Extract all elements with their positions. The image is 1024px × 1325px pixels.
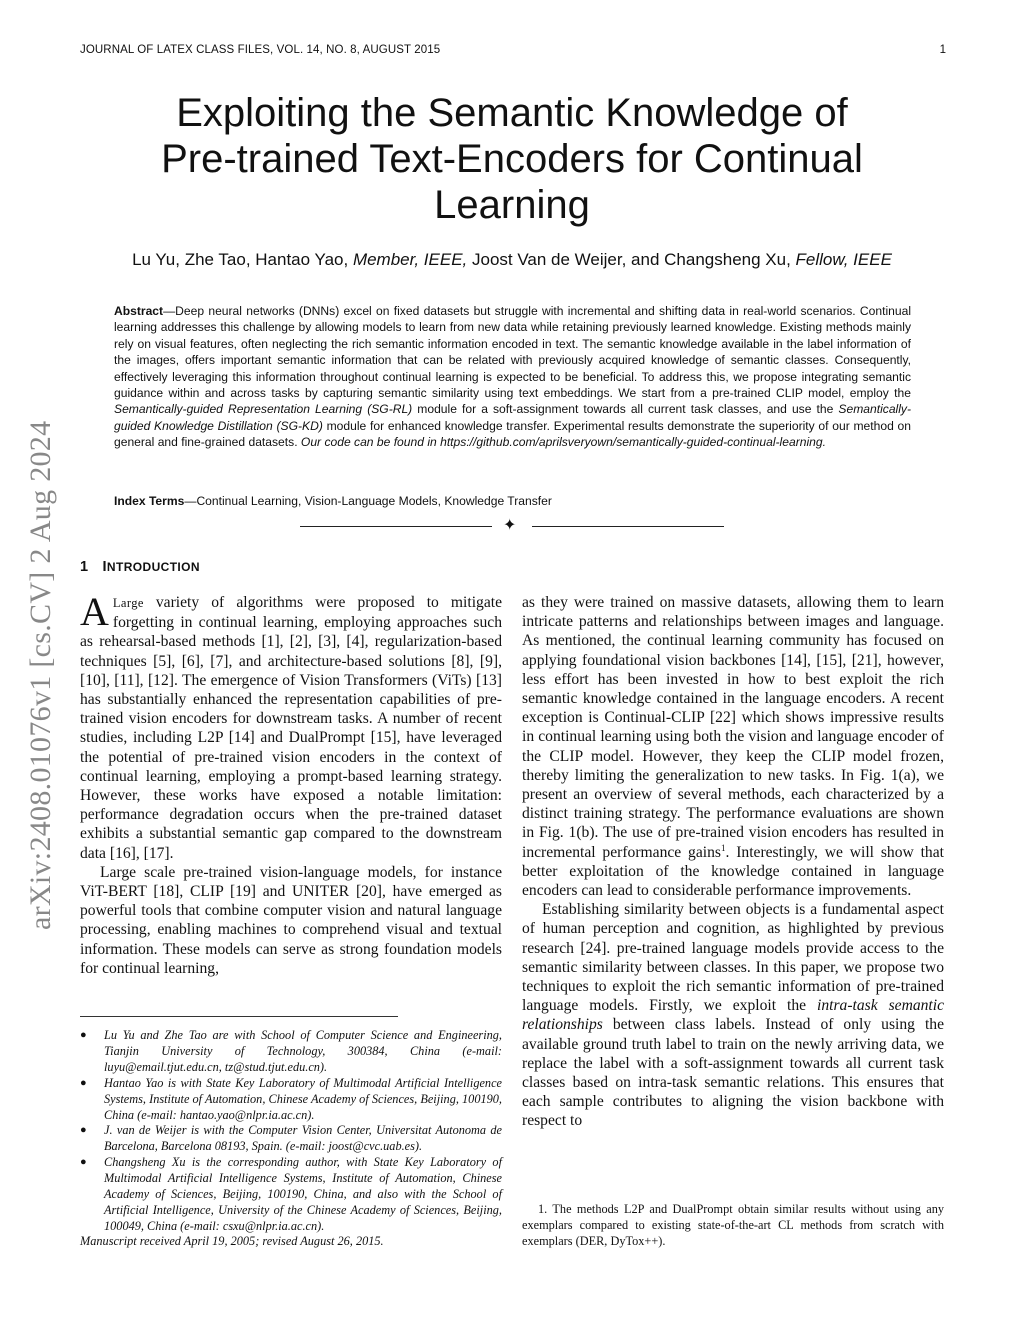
code-link[interactable]: Our code can be found in https://github.com/aprilsveryown/semantically-guided-continual-learning. <box>300 435 826 450</box>
manuscript-note: Manuscript received April 19, 2005; revised August 26, 2015. <box>80 1234 384 1248</box>
abstract-emphasis: Semantically-guided Representation Learning (SG-RL) <box>114 402 413 417</box>
paragraph-text: variety of algorithms were proposed to mitigate forgetting in continual learning, employing approaches such as rehearsal-based methods [1], [2], [3], [4], regularization-based techniques [5], [6], [7], and architecture-based solutions [8], [9], [10], [11], [12]. The emergence of Vision Transformers (ViTs) [13] has substantially enhanced the representation capabilities of pre-trained vision encoders for downstream tasks. A number of recent studies, including L2P [14] and DualPrompt [15], have leveraged the potential of pre-trained vision encoders in the context of continual learning, employing a prompt-based learning strategy. However, these works have exposed a notable limitation: performance degradation occurs when the pre-trained dataset exhibits a substantial semantic gap compared to the downstream data [16], [17]. <box>80 594 502 862</box>
bullet-icon: ● <box>80 1029 87 1041</box>
abstract-text: module for a soft-assignment towards all current task classes, and use the <box>412 402 839 417</box>
separator-line <box>300 526 492 527</box>
footnote-text: The methods L2P and DualPrompt obtain similar results without using any exemplars compared to existing state-of-the-art CL methods from scratch with exemplars (DER, DyTox++). <box>522 1202 944 1248</box>
footnote <box>522 1202 944 1250</box>
affiliation-item <box>80 1028 502 1076</box>
diamond-ornament-icon: ✦ <box>503 517 517 534</box>
section-number: 1 <box>80 559 89 575</box>
paragraph <box>522 900 944 1130</box>
footnote-number: 1. <box>538 1202 548 1216</box>
title-line: Learning <box>434 183 590 227</box>
title-line: Pre-trained Text-Encoders for Continual <box>161 137 863 181</box>
footnote-marker[interactable]: 1 <box>720 842 726 853</box>
index-terms <box>114 494 911 508</box>
left-column <box>80 589 502 978</box>
right-column <box>522 593 944 1131</box>
paragraph <box>80 589 502 863</box>
affiliation-text: Changsheng Xu is the corresponding author, with State Key Laboratory of Multimodal Artificial Intelligence Systems, Institute of Automation, Chinese Academy of Sciences, Beijing, 100190, China, and also with the School of Artificial Intelligence, University of the Chinese Academy of Sciences, Beijing, 100049, China (e-mail: csxu@nlpr.ia.ac.cn). <box>104 1155 502 1233</box>
section-heading <box>80 559 200 575</box>
bullet-icon: ● <box>80 1124 87 1137</box>
paragraph-text: Establishing similarity between objects is a fundamental aspect of human perception and cognition, as highlighted by previous research [24]. pre-trained language models provide access to the semantic similarity between classes. In this paper, we propose two techniques to exploit the rich semantic information of pre-trained language models. Firstly, we exploit the <box>522 901 944 1015</box>
section-separator <box>300 517 724 534</box>
author-list <box>0 250 1024 270</box>
author-role: Member, IEEE, <box>352 250 468 269</box>
abstract <box>114 303 911 451</box>
authors-part: Lu Yu, Zhe Tao, Hantao Yao, <box>132 250 353 269</box>
affiliation-item <box>80 1123 502 1155</box>
running-head: JOURNAL OF LATEX CLASS FILES, VOL. 14, NO. 8, AUGUST 2015 <box>80 44 441 56</box>
affiliation-text: Lu Yu and Zhe Tao are with School of Computer Science and Engineering, Tianjin University of Technology, 300384, China (e-mail: luyu@email.tjut.edu.cn, tz@stud.tjut.edu.cn). <box>104 1028 502 1074</box>
footnote-rule <box>80 1016 398 1017</box>
abstract-label: Abstract <box>114 304 164 318</box>
affiliations <box>80 1028 502 1235</box>
abstract-text: —Deep neural networks (DNNs) excel on fixed datasets but struggle with incremental and shifting data in real-world scenarios. Continual learning addresses this challenge by allowing models to learn from new data while retaining previously learned knowledge. Existing methods mainly rely on visual features, often neglecting the rich semantic information encoded in text. The semantic knowledge available in the label information of the images, offers important semantic information that can be related with previously acquired knowledge of semantic classes. Consequently, effectively leveraging this information throughout continual learning is expected to be beneficial. To address this, we propose integrating semantic guidance within and across tasks by capturing semantic similarity using text embeddings. We start from a pre-trained CLIP model, employ the <box>114 304 911 401</box>
paper-title <box>0 90 1024 228</box>
drop-cap: A <box>80 589 109 634</box>
index-terms-text: —Continual Learning, Vision-Language Models, Knowledge Transfer <box>184 494 552 508</box>
arxiv-stamp: arXiv:2408.01076v1 [cs.CV] 2 Aug 2024 <box>24 420 57 930</box>
paragraph: Large scale pre-trained vision-language models, for instance ViT-BERT [18], CLIP [19] and UNITER [20], have emerged as powerful tools that combine computer vision and natural language processing, enabling machines to comprehend visual and textual information. These models can serve as strong foundation models for continual learning, <box>80 863 502 977</box>
paragraph <box>522 593 944 900</box>
paragraph-text: . Interestingly, we will show that better exploitation of the knowledge contained in language encoders can lead to considerable performance improvements. <box>522 843 944 900</box>
separator-line <box>532 526 724 527</box>
affiliation-text: Hantao Yao is with State Key Laboratory of Multimodal Artificial Intelligence Systems, Institute of Automation, Chinese Academy of Sciences, Beijing, 100190, China (e-mail: hantao.yao@nlpr.ia.ac.cn). <box>104 1075 502 1122</box>
page-number: 1 <box>939 44 946 56</box>
section-title-rest: NTRODUCTION <box>106 560 200 574</box>
index-terms-label: Index Terms <box>114 494 185 508</box>
paragraph-text: as they were trained on massive datasets, allowing them to learn intricate patterns and relationships between images and language. As mentioned, the continual learning community has focused on applying foundational vision backbones [14], [15], [21], however, less effort has been invested in how to best exploit the rich semantic knowledge contained in the language encoders. A recent exception is Continual-CLIP [22] which shows impressive results in continual learning using both the vision and language encoder of the CLIP model. However, they keep the CLIP model frozen, thereby limiting the generalization to new tasks. In Fig. 1(a), we present an overview of several methods, each characterized by a distinct training strategy. The performance evaluations are shown in Fig. 1(b). The use of pre-trained vision encoders has resulted in incremental performance gains <box>522 594 944 861</box>
affiliation-item <box>80 1155 502 1235</box>
bullet-icon: ● <box>80 1076 87 1089</box>
title-line: Exploiting the Semantic Knowledge of <box>176 91 848 135</box>
emphasis: intra-task semantic relationships <box>522 997 945 1034</box>
affiliation-item <box>80 1076 502 1124</box>
abstract-emphasis: Semantically-guided Knowledge Distillation (SG-KD) <box>114 402 911 433</box>
author-role: Fellow, IEEE <box>795 250 892 269</box>
authors-part: Joost Van de Weijer, and Changsheng Xu, <box>467 250 796 269</box>
bullet-icon: ● <box>80 1156 87 1169</box>
drop-cap-rest: Large <box>112 596 144 610</box>
affiliation-text: J. van de Weijer is with the Computer Vision Center, Universitat Autonoma de Barcelona, Barcelona 08193, Spain. (e-mail: joost@cvc.uab.es). <box>104 1123 502 1154</box>
section-title-initial: I <box>102 559 107 575</box>
abstract-text: module for enhanced knowledge transfer. Experimental results demonstrate the superiority of our method on general and fine-grained datasets. <box>114 418 911 450</box>
paragraph-text: between class labels. Instead of only using the available ground truth label to train on the newly arriving data, we replace the label with a soft-assignment towards all current task classes based on intra-task semantic relations. This ensures that each sample contributes to aligning the vision backbone with respect to <box>522 1016 944 1130</box>
